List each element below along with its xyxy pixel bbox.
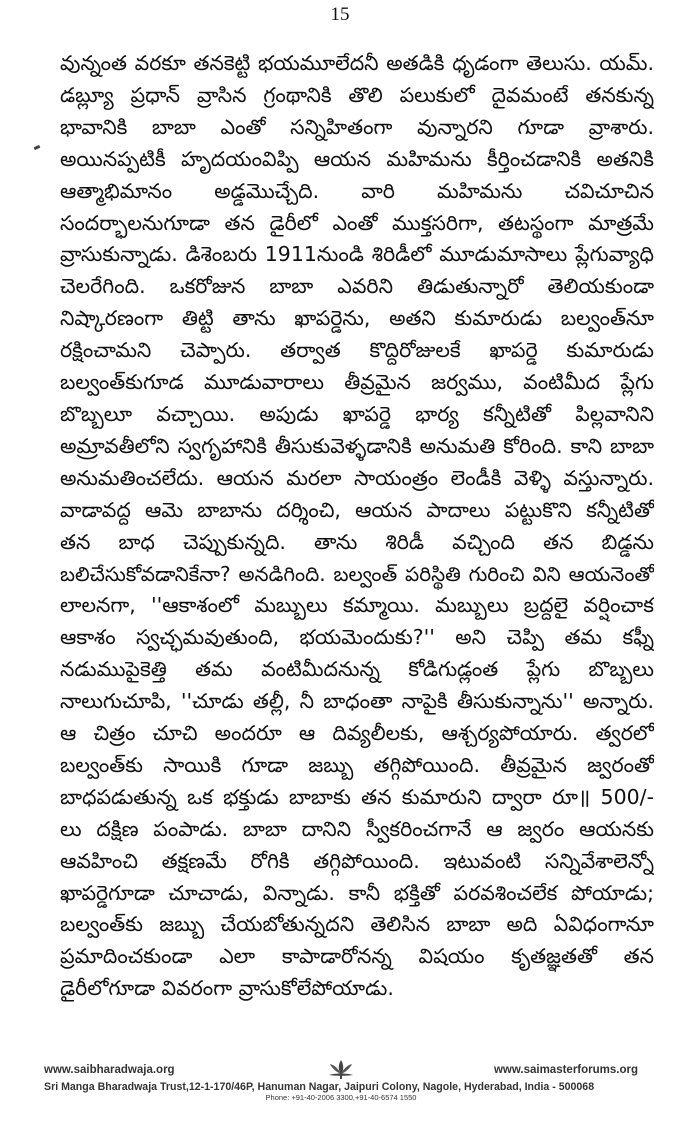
text-line: ఖాపర్డెగూడా చూచాడు, విన్నాడు. కానీ భక్తితో పరవశించలేక పోయాడు;: [60, 880, 654, 905]
text-line: వ్రాసుకున్నాడు. డిశెంబరు 1911నుండి శిరిడీలో మూడుమాసాలు ప్లేగువ్యాధి: [60, 242, 654, 267]
footer-phone: Phone: +91-40-2006 3300,+91-40-6574 1550: [265, 1093, 417, 1102]
text-line: ఆత్మాభిమానం అడ్డమొచ్చేది. వారి మహిమను చవిచూచిన: [60, 178, 654, 203]
text-line: చెలరేగింది. ఒకరోజున బాబా ఎవరిని తిడుతున్నారో తెలియకుండా: [60, 274, 654, 299]
text-line: వాడావద్ద ఆమె బాబాను దర్శించి, ఆయన పాదాలు పట్టుకొని కన్నీటితో: [60, 497, 654, 522]
text-line: ప్రమాదించకుండా ఎలా కాపాడారోనన్న విషయం కృతజ్ఞతతో తన: [60, 944, 654, 969]
page-footer: [44, 1064, 638, 1102]
text-line: భావానికి బాబా ఎంతో సన్నిహితంగా వున్నారని గూడా వ్రాశారు.: [60, 114, 654, 139]
text-line: ఆకాశం స్వచ్ఛమవుతుంది, భయమెందుకు?'' అని చెప్పి తమ కఫ్నీ: [60, 625, 654, 650]
page-number: 15: [330, 4, 350, 25]
text-line: సందర్భాలనుగూడా తన డైరీలో ఎంతో ముక్తసరిగా, తటస్థంగా మాత్రమే: [60, 210, 654, 235]
text-line: నాలుగుచూపి, ''చూడు తల్లీ, నీ బాధంతా నాపైకి తీసుకున్నాను'' అన్నారు.: [60, 689, 654, 714]
text-line: నిష్కారణంగా తిట్టి తాను ఖాపర్డెను, అతని కుమారుడు బల్వంత్‌నూ: [60, 306, 654, 331]
text-line: వున్నంత వరకూ తనకెట్టి భయమూలేదనీ అతడికి ధృడంగా తెలుసు. యమ్.: [60, 51, 654, 75]
text-line: డైరీలోగూడా వివరంగా వ్రాసుకోలేపోయాడు.: [60, 976, 394, 1001]
text-line: రక్షించామని చెప్పారు. తర్వాత కొద్దిరోజులకే ఖాపర్డె కుమారుడు: [60, 338, 654, 363]
lotus-emblem-icon: [326, 1058, 356, 1080]
text-line: బల్వంత్‌కు జబ్బు చేయబోతున్నదని తెలిసిన బాబా అది ఏవిధంగానూ: [60, 912, 654, 937]
body-paragraph: [60, 48, 654, 1005]
text-line: ఆవహించి తక్షణమే రోగికి తగ్గిపోయింది. ఇటువంటి సన్నివేశాలెన్నో: [60, 848, 654, 873]
text-line: డబ్ల్యూ ప్రధాన్ వ్రాసిన గ్రంథానికి తొలి పలుకులో దైవమంటే తనకున్న: [60, 82, 654, 107]
footer-trust-address: Sri Manga Bharadwaja Trust,12-1-170/46P, Hanuman Nagar, Jaipuri Colony, Nagole, Hyderabad, India - 500068: [44, 1081, 595, 1093]
text-line: ఆ చిత్రం చూచి అందరూ ఆ దివ్యలీలకు, ఆశ్చర్యపోయారు. త్వరలో: [60, 721, 654, 746]
text-line: అమ్రావతీలోని స్వగృహానికి తీసుకువెళ్ళడానికి అనుమతి కోరింది. కాని బాబా: [60, 433, 654, 458]
text-line: లు దక్షిణ పంపాడు. బాబా దానిని స్వీకరించగానే ఆ జ్వరం ఆయనకు: [60, 816, 654, 841]
footer-website-left-link[interactable]: www.saibharadwaja.org: [44, 1064, 175, 1076]
text-line: బల్వంత్‌కుగూడ మూడువారాలు తీవ్రమైన జర్వము, వంటిమీద ప్లేగు: [60, 370, 654, 395]
text-line: బొబ్బలూ వచ్చాయి. అపుడు ఖాపర్డె భార్య కన్నీటితో పిల్లవానిని: [60, 401, 654, 426]
text-line: నడుముపైకెత్తి తమ వంటిమీదనున్న కోడిగుడ్లంత ప్లేగు బొబ్బలు: [60, 657, 654, 682]
text-line: బాధపడుతున్న ఒక భక్తుడు బాబాకు తన కుమారుని ద్వారా రూ॥ 500/-: [60, 784, 654, 809]
text-line: బల్వంత్‌కు సాయికి గూడా జబ్బు తగ్గిపోయింది. తీవ్రమైన జ్వరంతో: [60, 752, 654, 777]
text-line: అయినప్పటికీ హృదయంవిప్పి ఆయన మహిమను కీర్తించడానికి అతనికి: [60, 146, 654, 171]
stray-ink-mark: [34, 145, 41, 150]
text-line: బలిచేసుకోవడానికేనా? అనడిగింది. బల్వంత్ పరిస్థితి గురించి విని ఆయనెంతో: [60, 561, 654, 586]
text-line: లాలనగా, ''ఆకాశంలో మబ్బులు కమ్మాయి. మబ్బులు బ్రద్దలై వర్షించాక: [60, 593, 654, 618]
text-line: తన బాధ చెప్పుకున్నది. తాను శిరిడీ వచ్చింది తన బిడ్డను: [60, 529, 654, 554]
footer-website-right-link[interactable]: www.saimasterforums.org: [493, 1064, 638, 1076]
text-line: అనుమతించలేదు. ఆయన మరలా సాయంత్రం లెండీకి వెళ్ళి వస్తున్నారు.: [60, 465, 654, 490]
